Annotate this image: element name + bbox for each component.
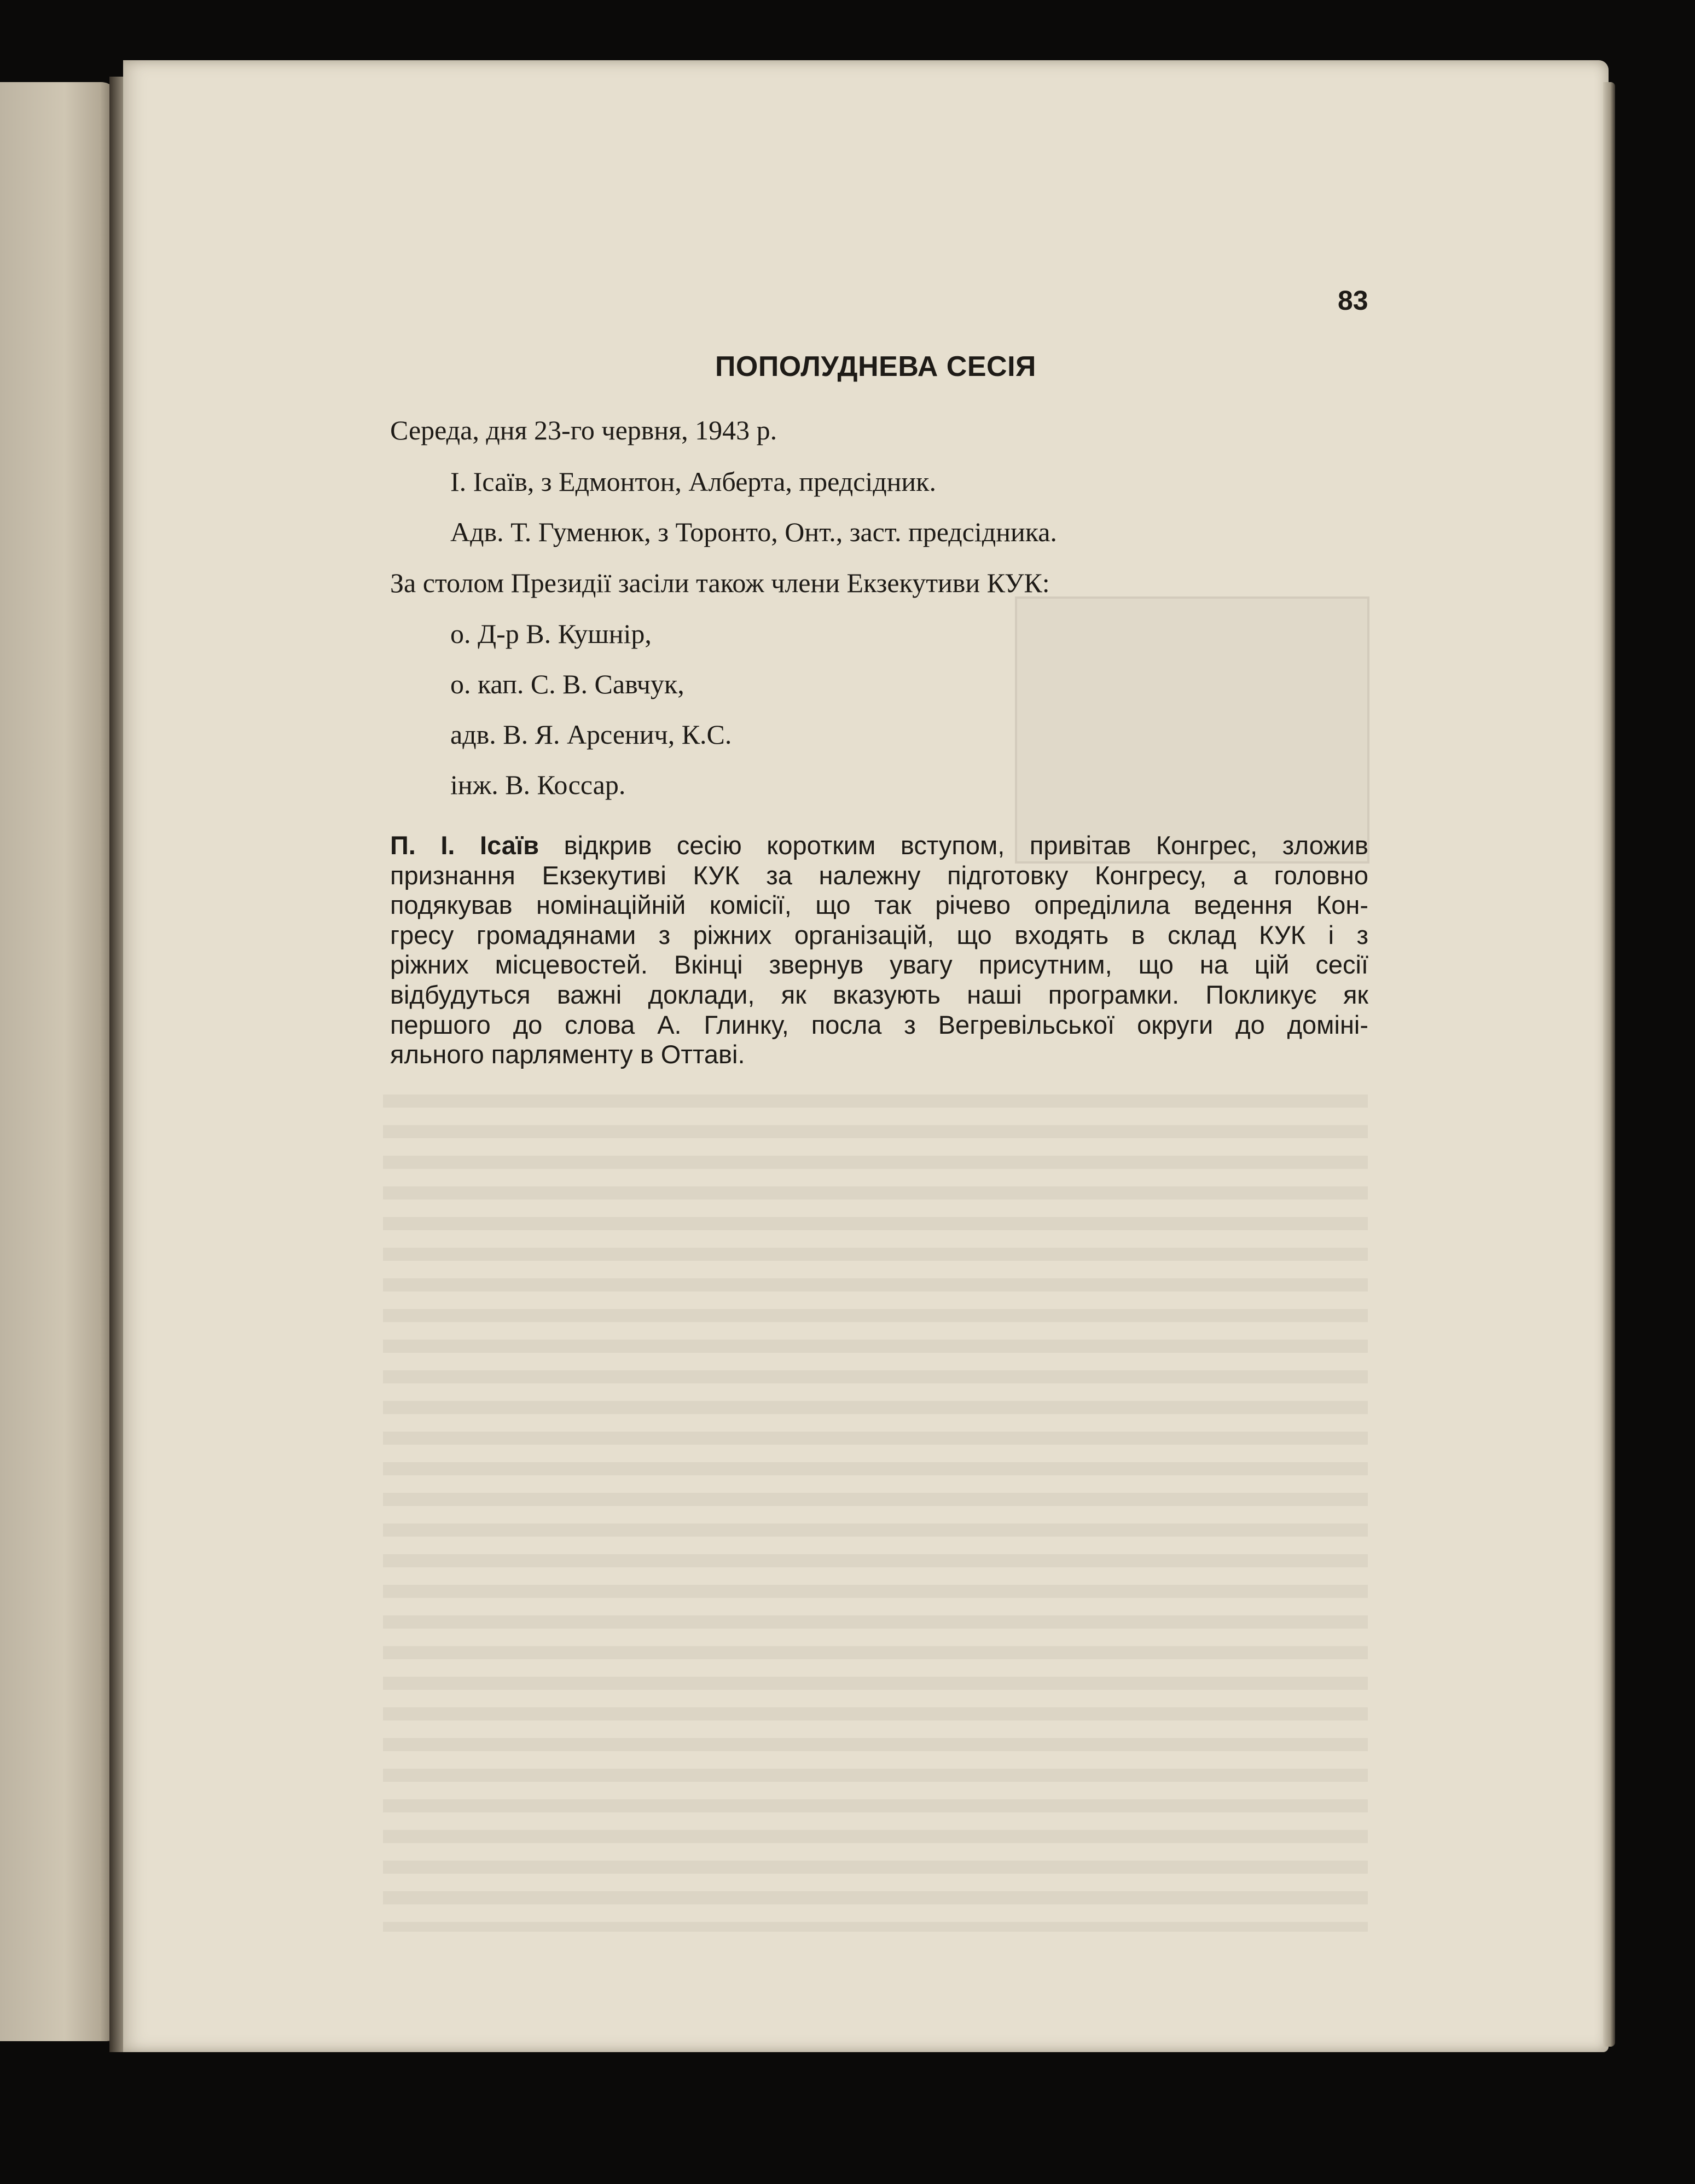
paragraph-line: гресу громадянами з ріжних органiзацій, що входять в склад КУК і з [390,920,1368,949]
paragraph-line-text: відкрив сесію коротким вступом, привітав Конгрес, зложив [539,831,1368,860]
presidium-member: адв. В. Я. Арсенич, К.С. [450,719,732,750]
bleed-through-text [383,1094,1368,1932]
speaker-name: П. І. Ісаїв [390,831,539,860]
paragraph-line: признання Екзекутиві КУК за належну підготовку Конгресу, а головно [390,860,1368,890]
presidium-member: о. кап. С. В. Савчук, [450,669,684,699]
vice-chairman-line: Адв. Т. Гуменюк, з Торонто, Онт., заст. предсідника. [450,517,1057,547]
paragraph-line [390,831,1368,861]
session-date: Середа, дня 23-го червня, 1943 р. [390,415,777,445]
presidium-member: інж. В. Коссар. [450,769,626,800]
paragraph-line: відбудуться важні доклади, як вказують наші програмки. Покликує як [390,980,1368,1009]
page-number: 83 [1338,285,1368,316]
presidium-member: о. Д-р В. Кушнір, [450,618,652,649]
paragraph-line: ріжних місцевостей. Вкінці звернув увагу присутним, що на цій сесії [390,950,1368,980]
paragraph-line: першого до слова А. Глинку, посла з Вегревільської округи до доміні- [390,1010,1368,1039]
page-stack-edge [1603,82,1615,2047]
chairman-line: І. Ісаїв, з Едмонтон, Алберта, предсідник. [450,466,936,497]
paragraph-line: подякував номінаційній комісії, що так річево опреділила ведення Кон- [390,890,1368,920]
bleed-through-photo [1015,596,1369,864]
session-paragraph [390,831,1368,1070]
section-title: ПОПОЛУДНЕВА СЕСІЯ [715,351,1036,383]
left-page-edge [0,82,118,2041]
presidium-intro: За столом Президії засіли також члени Екзекутиви КУК: [390,567,1050,598]
paragraph-line: яльного парляменту в Оттаві. [390,1040,745,1069]
